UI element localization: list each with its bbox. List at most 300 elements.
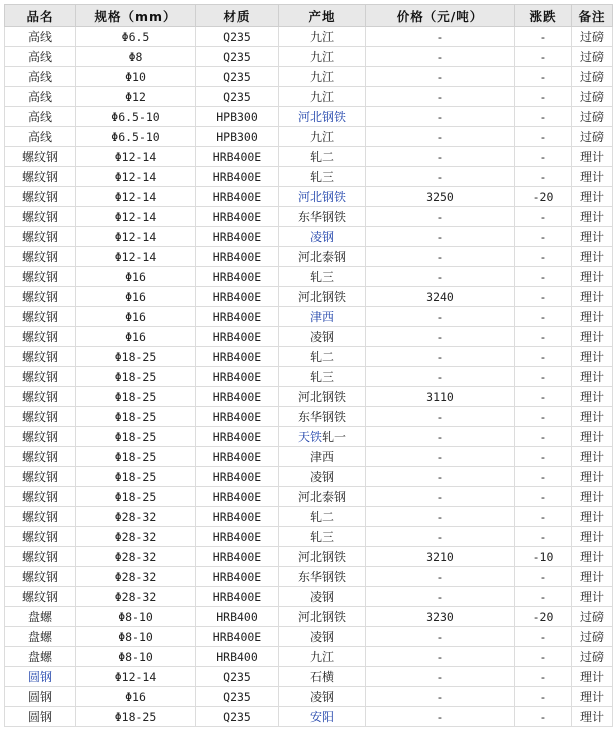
cell-grade-text: HRB400 bbox=[216, 649, 258, 664]
cell-change bbox=[515, 427, 572, 447]
cell-change bbox=[515, 587, 572, 607]
cell-price-text: 3110 bbox=[426, 389, 454, 404]
cell-note bbox=[572, 107, 613, 127]
cell-spec-text: Φ28-32 bbox=[114, 589, 157, 604]
cell-origin-text: 轧三 bbox=[309, 270, 334, 284]
cell-spec-text: Φ18-25 bbox=[114, 409, 157, 424]
cell-note bbox=[572, 347, 613, 367]
cell-price bbox=[366, 87, 515, 107]
cell-grade-text: HRB400E bbox=[212, 369, 262, 384]
cell-price-text: - bbox=[436, 329, 444, 344]
cell-change-text: - bbox=[539, 249, 547, 264]
cell-note-text: 理计 bbox=[579, 430, 604, 444]
cell-grade-text: Q235 bbox=[223, 89, 251, 104]
cell-name-text: 螺纹钢 bbox=[21, 430, 58, 444]
table-row bbox=[5, 107, 613, 127]
cell-spec-text: Φ8-10 bbox=[118, 629, 153, 644]
cell-name-text: 高线 bbox=[27, 50, 52, 64]
cell-note-text: 理计 bbox=[579, 670, 604, 684]
table-row bbox=[5, 247, 613, 267]
table-row bbox=[5, 387, 613, 407]
cell-spec-text: Φ6.5-10 bbox=[111, 109, 160, 124]
cell-price bbox=[366, 67, 515, 87]
cell-grade bbox=[196, 407, 279, 427]
cell-note-text: 理计 bbox=[579, 230, 604, 244]
cell-origin-text: 凌钢 bbox=[309, 690, 334, 704]
cell-grade-text: HRB400E bbox=[212, 529, 262, 544]
cell-name bbox=[5, 267, 76, 287]
cell-spec-text: Φ6.5 bbox=[121, 29, 150, 44]
cell-spec bbox=[76, 287, 196, 307]
cell-grade-text: HRB400E bbox=[212, 489, 262, 504]
cell-origin[interactable] bbox=[279, 107, 366, 127]
cell-grade-text: HRB400E bbox=[212, 449, 262, 464]
cell-spec-text: Φ18-25 bbox=[114, 389, 157, 404]
cell-name bbox=[5, 247, 76, 267]
cell-origin bbox=[279, 27, 366, 47]
cell-note-text: 理计 bbox=[579, 710, 604, 724]
cell-spec bbox=[76, 647, 196, 667]
cell-name-text: 高线 bbox=[27, 30, 52, 44]
cell-note bbox=[572, 307, 613, 327]
cell-change bbox=[515, 47, 572, 67]
cell-note-text: 理计 bbox=[579, 390, 604, 404]
cell-price bbox=[366, 187, 515, 207]
cell-change bbox=[515, 87, 572, 107]
cell-name bbox=[5, 687, 76, 707]
cell-note-text: 理计 bbox=[579, 270, 604, 284]
cell-note bbox=[572, 127, 613, 147]
cell-change-text: - bbox=[539, 669, 547, 684]
cell-name bbox=[5, 407, 76, 427]
cell-change-text: - bbox=[539, 629, 547, 644]
cell-name bbox=[5, 627, 76, 647]
cell-change-text: - bbox=[539, 129, 547, 144]
cell-change-text: -20 bbox=[532, 189, 554, 204]
cell-origin-text[interactable]: 凌钢 bbox=[309, 230, 334, 244]
cell-price-text: - bbox=[436, 249, 444, 264]
cell-origin-text: 东华钢铁 bbox=[297, 410, 346, 424]
cell-change bbox=[515, 107, 572, 127]
cell-name-text: 高线 bbox=[27, 130, 52, 144]
cell-spec bbox=[76, 67, 196, 87]
cell-change bbox=[515, 627, 572, 647]
cell-spec bbox=[76, 707, 196, 727]
cell-grade bbox=[196, 127, 279, 147]
cell-note-text: 过磅 bbox=[579, 610, 604, 624]
cell-note bbox=[572, 547, 613, 567]
cell-grade-text: HRB400 bbox=[216, 609, 258, 624]
cell-price bbox=[366, 267, 515, 287]
cell-origin-text: 东华钢铁 bbox=[297, 570, 346, 584]
cell-price-text: - bbox=[436, 449, 444, 464]
cell-price bbox=[366, 287, 515, 307]
cell-grade bbox=[196, 367, 279, 387]
cell-price-text: - bbox=[436, 709, 444, 724]
cell-price-text: - bbox=[436, 649, 444, 664]
cell-price bbox=[366, 507, 515, 527]
cell-note-text: 理计 bbox=[579, 290, 604, 304]
cell-origin[interactable] bbox=[279, 427, 366, 447]
cell-grade-text: HRB400E bbox=[212, 589, 262, 604]
cell-origin-text: 轧二 bbox=[309, 150, 334, 164]
cell-price-text: - bbox=[436, 49, 444, 64]
cell-name bbox=[5, 567, 76, 587]
cell-grade bbox=[196, 607, 279, 627]
table-row bbox=[5, 427, 613, 447]
cell-grade-text: HRB400E bbox=[212, 229, 262, 244]
cell-origin bbox=[279, 587, 366, 607]
cell-grade-text: HRB400E bbox=[212, 569, 262, 584]
cell-note bbox=[572, 587, 613, 607]
cell-origin-text: 九江 bbox=[309, 30, 334, 44]
cell-note bbox=[572, 287, 613, 307]
cell-spec bbox=[76, 127, 196, 147]
table-row bbox=[5, 547, 613, 567]
cell-grade bbox=[196, 227, 279, 247]
cell-change-text: - bbox=[539, 569, 547, 584]
cell-origin-text: 九江 bbox=[309, 650, 334, 664]
cell-price bbox=[366, 127, 515, 147]
cell-price-text: - bbox=[436, 669, 444, 684]
cell-name-text: 圆钢 bbox=[27, 710, 52, 724]
cell-note-text: 理计 bbox=[579, 530, 604, 544]
cell-change-text: - bbox=[539, 69, 547, 84]
cell-origin-text: 津西 bbox=[309, 450, 334, 464]
cell-change-text: - bbox=[539, 529, 547, 544]
cell-grade bbox=[196, 327, 279, 347]
cell-price-text: - bbox=[436, 169, 444, 184]
cell-price-text: - bbox=[436, 29, 444, 44]
cell-name bbox=[5, 287, 76, 307]
cell-origin-text[interactable]: 安阳 bbox=[309, 710, 334, 724]
cell-price-text: - bbox=[436, 429, 444, 444]
cell-grade-text: HRB400E bbox=[212, 249, 262, 264]
cell-grade bbox=[196, 287, 279, 307]
cell-origin bbox=[279, 607, 366, 627]
cell-change bbox=[515, 407, 572, 427]
cell-note-text: 过磅 bbox=[579, 90, 604, 104]
cell-origin-text: 九江 bbox=[309, 90, 334, 104]
cell-name-text: 螺纹钢 bbox=[21, 350, 58, 364]
cell-price bbox=[366, 387, 515, 407]
cell-spec bbox=[76, 327, 196, 347]
cell-change-text: - bbox=[539, 689, 547, 704]
cell-origin bbox=[279, 67, 366, 87]
cell-spec bbox=[76, 607, 196, 627]
cell-change-text: - bbox=[539, 109, 547, 124]
cell-origin-text: 东华钢铁 bbox=[297, 210, 346, 224]
cell-note-text: 过磅 bbox=[579, 70, 604, 84]
cell-note bbox=[572, 407, 613, 427]
cell-origin-text: 九江 bbox=[309, 70, 334, 84]
table-row bbox=[5, 587, 613, 607]
cell-grade-text: Q235 bbox=[223, 29, 251, 44]
cell-name bbox=[5, 327, 76, 347]
table-row bbox=[5, 667, 613, 687]
table-row bbox=[5, 267, 613, 287]
table-row bbox=[5, 287, 613, 307]
cell-note bbox=[572, 47, 613, 67]
cell-origin bbox=[279, 287, 366, 307]
cell-spec bbox=[76, 567, 196, 587]
cell-note bbox=[572, 87, 613, 107]
cell-price bbox=[366, 547, 515, 567]
cell-price bbox=[366, 227, 515, 247]
cell-change bbox=[515, 647, 572, 667]
cell-origin bbox=[279, 567, 366, 587]
cell-name bbox=[5, 27, 76, 47]
cell-origin-text: 河北钢铁 bbox=[297, 550, 346, 564]
cell-change-text: - bbox=[539, 269, 547, 284]
cell-name-text: 螺纹钢 bbox=[21, 190, 58, 204]
cell-grade-text: HRB400E bbox=[212, 429, 262, 444]
cell-note bbox=[572, 267, 613, 287]
cell-spec bbox=[76, 207, 196, 227]
cell-note-text: 理计 bbox=[579, 370, 604, 384]
cell-change-text: - bbox=[539, 329, 547, 344]
cell-change-text: - bbox=[539, 489, 547, 504]
cell-note bbox=[572, 27, 613, 47]
table-row bbox=[5, 367, 613, 387]
cell-name bbox=[5, 347, 76, 367]
cell-spec-text: Φ8 bbox=[128, 49, 143, 64]
cell-note-text: 理计 bbox=[579, 690, 604, 704]
cell-spec-text: Φ12-14 bbox=[114, 189, 157, 204]
cell-price-text: 3250 bbox=[426, 189, 454, 204]
cell-price bbox=[366, 247, 515, 267]
cell-name-text[interactable]: 圆钢 bbox=[27, 670, 52, 684]
cell-name-text: 螺纹钢 bbox=[21, 150, 58, 164]
cell-spec-text: Φ28-32 bbox=[114, 509, 157, 524]
header-row bbox=[5, 5, 613, 27]
cell-name bbox=[5, 187, 76, 207]
cell-price bbox=[366, 367, 515, 387]
cell-change bbox=[515, 287, 572, 307]
cell-grade bbox=[196, 687, 279, 707]
cell-grade bbox=[196, 167, 279, 187]
cell-origin-text: 河北钢铁 bbox=[297, 390, 346, 404]
cell-spec-text: Φ12-14 bbox=[114, 669, 157, 684]
cell-name bbox=[5, 607, 76, 627]
cell-origin bbox=[279, 647, 366, 667]
cell-price bbox=[366, 607, 515, 627]
cell-note-text: 理计 bbox=[579, 510, 604, 524]
cell-grade bbox=[196, 567, 279, 587]
table-header bbox=[5, 5, 613, 27]
cell-change bbox=[515, 347, 572, 367]
table-row bbox=[5, 167, 613, 187]
cell-grade-text: HRB400E bbox=[212, 549, 262, 564]
cell-name bbox=[5, 127, 76, 147]
cell-price bbox=[366, 167, 515, 187]
cell-change bbox=[515, 447, 572, 467]
cell-price bbox=[366, 467, 515, 487]
cell-spec-text: Φ28-32 bbox=[114, 529, 157, 544]
cell-note-text: 过磅 bbox=[579, 130, 604, 144]
cell-name-text: 螺纹钢 bbox=[21, 310, 58, 324]
cell-origin bbox=[279, 467, 366, 487]
header-name: 品名 bbox=[5, 5, 76, 27]
table-row bbox=[5, 327, 613, 347]
cell-origin[interactable] bbox=[279, 707, 366, 727]
cell-note bbox=[572, 527, 613, 547]
table-row bbox=[5, 447, 613, 467]
cell-change bbox=[515, 387, 572, 407]
cell-origin-text: 河北泰钢 bbox=[297, 490, 346, 504]
cell-name-text: 螺纹钢 bbox=[21, 270, 58, 284]
cell-origin-text: 九江 bbox=[309, 130, 334, 144]
cell-name bbox=[5, 387, 76, 407]
cell-note-text: 理计 bbox=[579, 250, 604, 264]
cell-grade bbox=[196, 587, 279, 607]
table-row bbox=[5, 127, 613, 147]
cell-origin bbox=[279, 687, 366, 707]
cell-price bbox=[366, 567, 515, 587]
cell-name-text: 螺纹钢 bbox=[21, 530, 58, 544]
cell-change-text: - bbox=[539, 49, 547, 64]
cell-price bbox=[366, 627, 515, 647]
cell-origin bbox=[279, 627, 366, 647]
cell-note-text: 理计 bbox=[579, 350, 604, 364]
cell-origin-text[interactable]: 天铁 bbox=[297, 430, 322, 444]
cell-name-text: 螺纹钢 bbox=[21, 370, 58, 384]
cell-name[interactable] bbox=[5, 667, 76, 687]
cell-price-text: - bbox=[436, 89, 444, 104]
cell-origin-text[interactable]: 河北钢铁 bbox=[297, 110, 346, 124]
cell-change-text: - bbox=[539, 409, 547, 424]
cell-note bbox=[572, 627, 613, 647]
cell-note-text: 理计 bbox=[579, 550, 604, 564]
table-row bbox=[5, 207, 613, 227]
cell-change-text: - bbox=[539, 149, 547, 164]
cell-name-text: 盘螺 bbox=[27, 630, 52, 644]
cell-spec bbox=[76, 27, 196, 47]
cell-change-text: - bbox=[539, 449, 547, 464]
cell-spec-text: Φ12-14 bbox=[114, 209, 157, 224]
cell-grade bbox=[196, 427, 279, 447]
cell-change-text: - bbox=[539, 349, 547, 364]
cell-note bbox=[572, 687, 613, 707]
cell-change bbox=[515, 667, 572, 687]
cell-note bbox=[572, 487, 613, 507]
cell-price bbox=[366, 527, 515, 547]
cell-name bbox=[5, 67, 76, 87]
cell-note-text: 过磅 bbox=[579, 50, 604, 64]
cell-grade-text: Q235 bbox=[223, 669, 251, 684]
cell-name-text: 螺纹钢 bbox=[21, 210, 58, 224]
cell-change bbox=[515, 607, 572, 627]
header-spec: 规格（mm） bbox=[76, 5, 196, 27]
cell-name bbox=[5, 47, 76, 67]
cell-price-text: - bbox=[436, 269, 444, 284]
header-price: 价格（元/吨） bbox=[366, 5, 515, 27]
cell-name-text: 螺纹钢 bbox=[21, 330, 58, 344]
cell-grade bbox=[196, 467, 279, 487]
cell-note-text: 理计 bbox=[579, 590, 604, 604]
cell-grade bbox=[196, 447, 279, 467]
cell-note bbox=[572, 167, 613, 187]
cell-price-text: - bbox=[436, 529, 444, 544]
cell-note-text: 理计 bbox=[579, 570, 604, 584]
cell-price-text: 3210 bbox=[426, 549, 454, 564]
cell-change-text: -20 bbox=[532, 609, 554, 624]
table-row bbox=[5, 467, 613, 487]
cell-note bbox=[572, 387, 613, 407]
cell-name bbox=[5, 547, 76, 567]
cell-origin-text[interactable]: 河北钢铁 bbox=[297, 190, 346, 204]
cell-origin bbox=[279, 367, 366, 387]
cell-name-text: 螺纹钢 bbox=[21, 510, 58, 524]
table-row bbox=[5, 487, 613, 507]
cell-price bbox=[366, 147, 515, 167]
cell-note bbox=[572, 647, 613, 667]
cell-name bbox=[5, 527, 76, 547]
cell-price-text: - bbox=[436, 469, 444, 484]
cell-origin-text[interactable]: 津西 bbox=[309, 310, 334, 324]
cell-spec bbox=[76, 47, 196, 67]
cell-price bbox=[366, 587, 515, 607]
table-row bbox=[5, 607, 613, 627]
cell-name bbox=[5, 647, 76, 667]
steel-price-table bbox=[4, 4, 613, 727]
cell-origin[interactable] bbox=[279, 307, 366, 327]
cell-grade-text: HRB400E bbox=[212, 509, 262, 524]
table-row bbox=[5, 87, 613, 107]
cell-origin bbox=[279, 547, 366, 567]
cell-price-text: - bbox=[436, 569, 444, 584]
header-grade: 材质 bbox=[196, 5, 279, 27]
cell-spec bbox=[76, 667, 196, 687]
cell-spec bbox=[76, 487, 196, 507]
cell-change bbox=[515, 527, 572, 547]
cell-grade bbox=[196, 147, 279, 167]
cell-change-text: - bbox=[539, 29, 547, 44]
cell-name bbox=[5, 107, 76, 127]
cell-note bbox=[572, 247, 613, 267]
cell-origin bbox=[279, 347, 366, 367]
cell-price-text: - bbox=[436, 509, 444, 524]
cell-change bbox=[515, 27, 572, 47]
cell-name-text: 螺纹钢 bbox=[21, 590, 58, 604]
cell-origin-text: 九江 bbox=[309, 50, 334, 64]
cell-change bbox=[515, 547, 572, 567]
cell-note-text: 理计 bbox=[579, 190, 604, 204]
cell-name bbox=[5, 367, 76, 387]
cell-origin bbox=[279, 387, 366, 407]
cell-grade bbox=[196, 707, 279, 727]
cell-origin[interactable] bbox=[279, 227, 366, 247]
cell-change-text: - bbox=[539, 469, 547, 484]
cell-grade-text: HRB400E bbox=[212, 309, 262, 324]
cell-price-text: - bbox=[436, 149, 444, 164]
cell-spec bbox=[76, 307, 196, 327]
cell-grade-text: HRB400E bbox=[212, 389, 262, 404]
cell-origin[interactable] bbox=[279, 187, 366, 207]
cell-price bbox=[366, 347, 515, 367]
cell-spec bbox=[76, 187, 196, 207]
header-origin: 产地 bbox=[279, 5, 366, 27]
table-row bbox=[5, 707, 613, 727]
cell-origin bbox=[279, 167, 366, 187]
cell-price bbox=[366, 447, 515, 467]
cell-spec-text: Φ16 bbox=[125, 689, 146, 704]
cell-grade-text: HRB400E bbox=[212, 169, 262, 184]
cell-price-text: - bbox=[436, 589, 444, 604]
cell-change-text: - bbox=[539, 89, 547, 104]
table-row bbox=[5, 627, 613, 647]
cell-grade-text: HRB400E bbox=[212, 469, 262, 484]
